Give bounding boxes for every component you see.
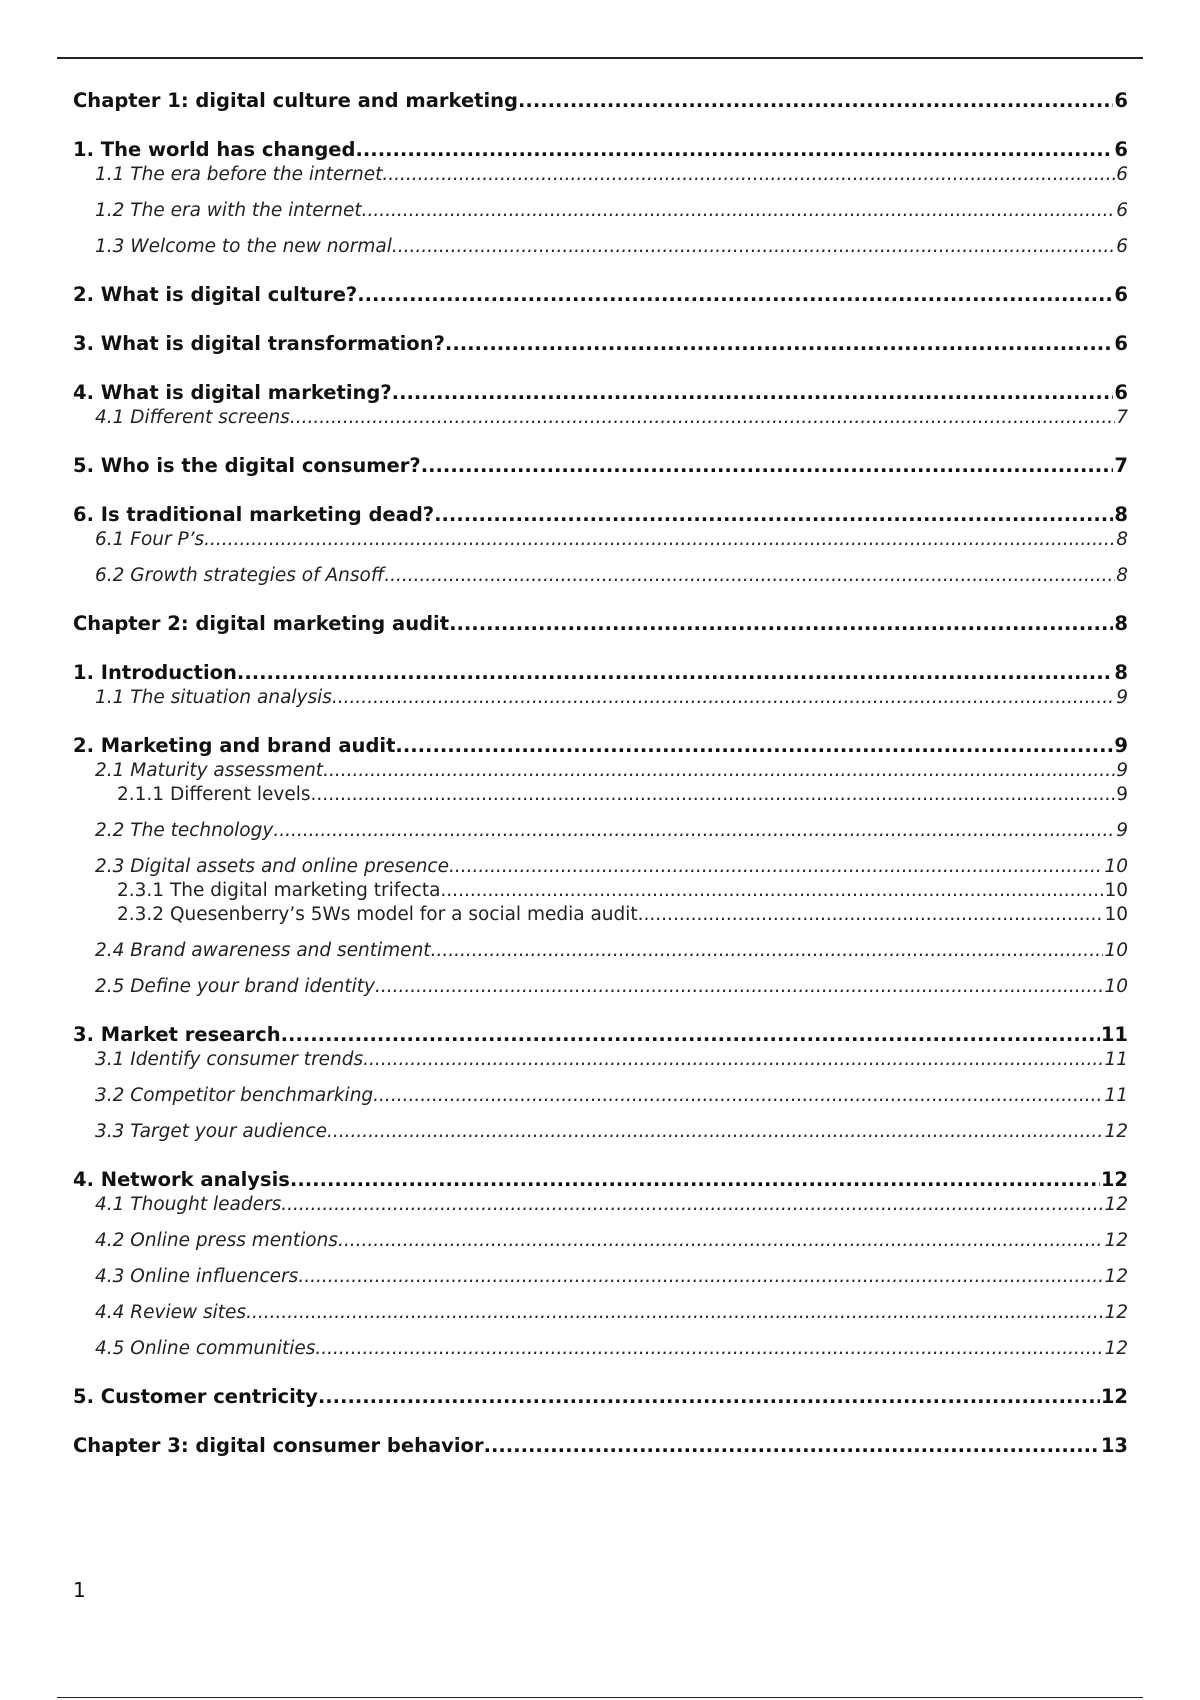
toc-entry-level2[interactable]	[73, 1120, 1128, 1144]
toc-leader-dots	[246, 1301, 1103, 1325]
toc-leader-dots	[237, 660, 1114, 686]
toc-entry-page: 8	[1114, 661, 1128, 684]
toc-entry-level2[interactable]	[73, 235, 1128, 259]
toc-entry-title: 2.1.1 Different levels	[117, 784, 311, 805]
toc-entry-title: 2.3.1 The digital marketing trifecta	[117, 880, 441, 901]
toc-entry-page: 10	[1104, 940, 1128, 961]
toc-leader-dots	[518, 88, 1113, 114]
toc-entry-title: 4. What is digital marketing?	[73, 381, 392, 404]
toc-leader-dots	[392, 235, 1115, 259]
toc-entry-level2[interactable]	[73, 163, 1128, 187]
toc-entry-title: 4.1 Thought leaders	[95, 1194, 282, 1215]
toc-entry-title: 3.1 Identify consumer trends	[95, 1049, 364, 1070]
toc-entry-title: 3. What is digital transformation?	[73, 332, 445, 355]
toc-leader-dots	[311, 783, 1116, 807]
toc-entry-level2[interactable]	[73, 759, 1128, 783]
top-rule	[57, 57, 1143, 59]
toc-leader-dots	[204, 528, 1115, 552]
toc-entry-title: 2.1 Maturity assessment	[95, 760, 324, 781]
toc-entry-level2[interactable]	[73, 1048, 1128, 1072]
toc-leader-dots	[392, 380, 1114, 406]
toc-entry-page: 10	[1104, 904, 1128, 925]
toc-leader-dots	[440, 879, 1103, 903]
table-of-contents	[73, 88, 1128, 1459]
toc-entry-page: 10	[1104, 880, 1128, 901]
toc-leader-dots	[315, 1337, 1103, 1361]
toc-entry-page: 12	[1104, 1194, 1128, 1215]
toc-entry-page: 8	[1116, 565, 1128, 586]
toc-entry-level1[interactable]	[73, 733, 1128, 759]
toc-leader-dots	[638, 903, 1104, 927]
toc-entry-page: 12	[1104, 1230, 1128, 1251]
toc-entry-title: 1. The world has changed	[73, 138, 356, 161]
toc-entry-page: 10	[1104, 976, 1128, 997]
toc-leader-dots	[332, 686, 1115, 710]
toc-entry-level1[interactable]	[73, 453, 1128, 479]
toc-entry-title: 1.2 The era with the internet	[95, 200, 362, 221]
toc-entry-level1[interactable]	[73, 660, 1128, 686]
toc-entry-level3[interactable]	[73, 783, 1128, 807]
toc-entry-title: 3. Market research	[73, 1023, 281, 1046]
toc-entry-title: 6.1 Four P’s	[95, 529, 205, 550]
toc-entry-level2[interactable]	[73, 975, 1128, 999]
toc-entry-level2[interactable]	[73, 686, 1128, 710]
toc-entry-page: 12	[1100, 1385, 1128, 1408]
toc-entry-page: 12	[1104, 1338, 1128, 1359]
toc-leader-dots	[323, 759, 1115, 783]
toc-entry-level2[interactable]	[73, 1193, 1128, 1217]
toc-entry-title: 2. Marketing and brand audit	[73, 734, 396, 757]
toc-entry-title: 4.1 Different screens	[95, 407, 290, 428]
toc-entry-level2[interactable]	[73, 1229, 1128, 1253]
toc-entry-title: 5. Who is the digital consumer?	[73, 454, 421, 477]
toc-leader-dots	[375, 975, 1103, 999]
toc-entry-page: 6	[1114, 332, 1128, 355]
toc-entry-level1[interactable]	[73, 331, 1128, 357]
toc-entry-page: 9	[1114, 734, 1128, 757]
toc-leader-dots	[290, 1167, 1100, 1193]
toc-entry-page: 9	[1116, 820, 1128, 841]
toc-entry-title: 1.3 Welcome to the new normal	[95, 236, 392, 257]
toc-entry-level2[interactable]	[73, 855, 1128, 879]
toc-leader-dots	[449, 611, 1113, 637]
toc-entry-page: 9	[1116, 687, 1128, 708]
toc-leader-dots	[357, 282, 1113, 308]
toc-entry-title: 3.3 Target your audience	[95, 1121, 327, 1142]
toc-leader-dots	[298, 1265, 1103, 1289]
toc-entry-page: 7	[1114, 454, 1128, 477]
toc-leader-dots	[290, 406, 1115, 430]
toc-entry-title: 1.1 The era before the internet	[95, 164, 383, 185]
toc-entry-level2[interactable]	[73, 406, 1128, 430]
toc-entry-title: 2.5 Define your brand identity	[95, 976, 375, 997]
toc-entry-level2[interactable]	[73, 1265, 1128, 1289]
toc-entry-title: 1.1 The situation analysis	[95, 687, 332, 708]
toc-entry-page: 6	[1116, 200, 1128, 221]
toc-entry-title: 4.5 Online communities	[95, 1338, 316, 1359]
toc-leader-dots	[327, 1120, 1104, 1144]
toc-entry-page: 9	[1116, 784, 1128, 805]
toc-entry-title: 4.3 Online influencers	[95, 1266, 299, 1287]
toc-entry-page: 7	[1116, 407, 1128, 428]
toc-entry-page: 8	[1114, 612, 1128, 635]
toc-entry-level1[interactable]	[73, 380, 1128, 406]
toc-entry-title: 2.3 Digital assets and online presence	[95, 856, 449, 877]
toc-entry-title: 2.3.2 Quesenberry’s 5Ws model for a social media audit	[117, 904, 638, 925]
toc-entry-page: 6	[1114, 89, 1128, 112]
toc-entry-page: 12	[1104, 1302, 1128, 1323]
toc-entry-level1[interactable]	[73, 502, 1128, 528]
toc-leader-dots	[363, 1048, 1103, 1072]
page-number: 1	[73, 1578, 86, 1602]
toc-entry-title: 1. Introduction	[73, 661, 237, 684]
toc-entry-level1[interactable]	[73, 137, 1128, 163]
toc-leader-dots	[395, 733, 1113, 759]
toc-entry-title: Chapter 3: digital consumer behavior	[73, 1434, 484, 1457]
toc-entry-level2[interactable]	[73, 564, 1128, 588]
toc-entry-level2[interactable]	[73, 1301, 1128, 1325]
toc-entry-level1[interactable]	[73, 1022, 1128, 1048]
toc-entry-page: 6	[1116, 236, 1128, 257]
toc-entry-level1[interactable]	[73, 611, 1128, 637]
toc-entry-page: 10	[1104, 856, 1128, 877]
toc-leader-dots	[384, 564, 1115, 588]
toc-entry-page: 8	[1114, 503, 1128, 526]
toc-leader-dots	[362, 199, 1116, 223]
toc-entry-page: 13	[1100, 1434, 1128, 1457]
toc-entry-title: 4. Network analysis	[73, 1168, 290, 1191]
toc-leader-dots	[484, 1433, 1100, 1459]
toc-entry-level1[interactable]	[73, 1167, 1128, 1193]
toc-entry-page: 11	[1104, 1085, 1128, 1106]
toc-entry-title: 4.2 Online press mentions	[95, 1230, 338, 1251]
toc-leader-dots	[338, 1229, 1104, 1253]
toc-leader-dots	[382, 163, 1115, 187]
toc-entry-level2[interactable]	[73, 1084, 1128, 1108]
toc-entry-level3[interactable]	[73, 903, 1128, 927]
toc-entry-title: 4.4 Review sites	[95, 1302, 247, 1323]
toc-entry-page: 8	[1116, 529, 1128, 550]
toc-entry-level1[interactable]	[73, 1433, 1128, 1459]
toc-leader-dots	[281, 1193, 1103, 1217]
toc-entry-page: 6	[1116, 164, 1128, 185]
toc-entry-title: 6. Is traditional marketing dead?	[73, 503, 435, 526]
toc-leader-dots	[449, 855, 1103, 879]
toc-entry-page: 12	[1100, 1168, 1128, 1191]
toc-leader-dots	[373, 1084, 1103, 1108]
toc-entry-title: 3.2 Competitor benchmarking	[95, 1085, 374, 1106]
toc-entry-page: 6	[1114, 381, 1128, 404]
toc-entry-page: 12	[1104, 1121, 1128, 1142]
toc-entry-level2[interactable]	[73, 819, 1128, 843]
toc-leader-dots	[355, 137, 1113, 163]
toc-entry-page: 6	[1114, 138, 1128, 161]
toc-entry-page: 6	[1114, 283, 1128, 306]
toc-entry-level2[interactable]	[73, 528, 1128, 552]
toc-leader-dots	[281, 1022, 1100, 1048]
toc-entry-title: Chapter 2: digital marketing audit	[73, 612, 450, 635]
toc-entry-level1[interactable]	[73, 1384, 1128, 1410]
toc-entry-title: Chapter 1: digital culture and marketing	[73, 89, 519, 112]
toc-entry-title: 2. What is digital culture?	[73, 283, 358, 306]
toc-leader-dots	[273, 819, 1115, 843]
toc-entry-title: 6.2 Growth strategies of Ansoff	[95, 565, 385, 586]
toc-entry-level2[interactable]	[73, 939, 1128, 963]
toc-entry-level1[interactable]	[73, 282, 1128, 308]
toc-entry-page: 12	[1104, 1266, 1128, 1287]
toc-entry-title: 5. Customer centricity	[73, 1385, 318, 1408]
toc-leader-dots	[445, 331, 1114, 357]
toc-leader-dots	[421, 453, 1114, 479]
toc-leader-dots	[431, 939, 1104, 963]
toc-entry-page: 11	[1100, 1023, 1128, 1046]
toc-entry-level1[interactable]	[73, 88, 1128, 114]
toc-entry-level3[interactable]	[73, 879, 1128, 903]
toc-leader-dots	[434, 502, 1113, 528]
toc-entry-level2[interactable]	[73, 1337, 1128, 1361]
toc-entry-level2[interactable]	[73, 199, 1128, 223]
toc-leader-dots	[318, 1384, 1100, 1410]
toc-entry-page: 9	[1116, 760, 1128, 781]
toc-entry-title: 2.2 The technology	[95, 820, 274, 841]
bottom-rule	[57, 1697, 1143, 1698]
toc-entry-page: 11	[1104, 1049, 1128, 1070]
toc-entry-title: 2.4 Brand awareness and sentiment	[95, 940, 431, 961]
